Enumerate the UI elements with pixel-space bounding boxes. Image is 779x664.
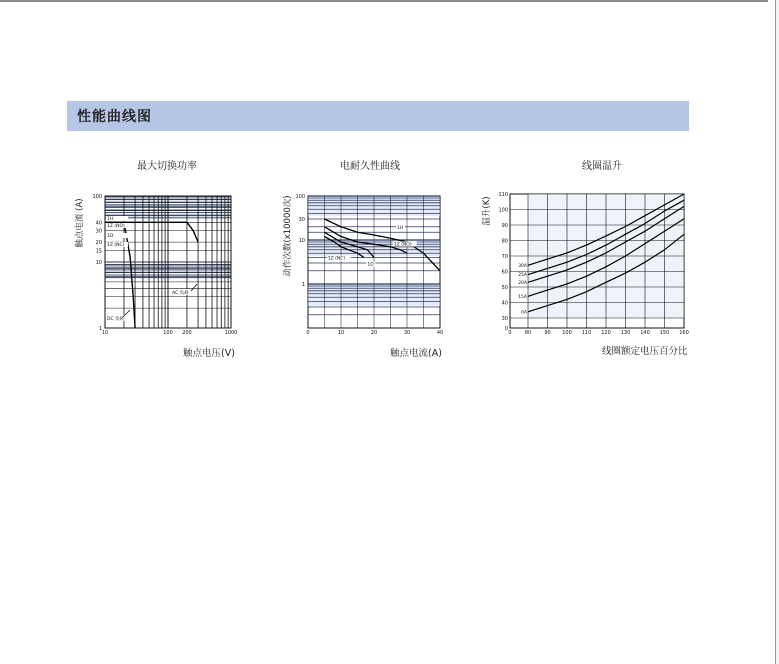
chart-3-y-tick: 0 [504, 326, 508, 332]
chart-1-series-label: 1Z (NC) [107, 243, 125, 248]
chart-2-y-tick: 1 [301, 282, 305, 288]
chart-1-x-tick: 1000 [224, 330, 238, 336]
page-right-edge [768, 0, 779, 664]
chart-3-x-tick: 80 [524, 330, 532, 336]
chart-1-annotation-ac: AC 负载 [172, 291, 189, 296]
chart-3-series-label: 30A [518, 263, 527, 269]
chart-2-ylabel: 动作次数(x10000次) [283, 195, 293, 277]
chart-3-x-tick: 120 [601, 330, 611, 336]
page-top-border [0, 0, 779, 2]
chart-1-y-tick: 40 [95, 220, 102, 227]
chart-1-annotation-dc: DC 负载 [107, 317, 125, 322]
chart-2-series-label: 1D [367, 262, 374, 268]
chart-3-y-tick: 110 [498, 192, 508, 198]
chart-3-coil-temperature [500, 188, 692, 338]
chart-2-x-tick: 20 [370, 330, 378, 336]
chart-1-series-label: 1H [107, 217, 114, 222]
chart-1-ylabel: 触点电流 (A) [75, 198, 85, 248]
chart-3-xlabel: 线圈额定电压百分比 [602, 346, 688, 357]
section-title: 性能曲线图 [77, 109, 152, 125]
chart-3-y-tick: 40 [501, 300, 508, 307]
chart-2-y-tick: 30 [298, 217, 305, 224]
chart-3-x-tick: 140 [640, 330, 650, 336]
chart-3-x-tick: 100 [562, 330, 572, 336]
chart-3-y-tick: 100 [498, 207, 508, 214]
chart-3-x-tick: 0 [508, 330, 512, 336]
chart-3-y-tick: 70 [501, 254, 508, 260]
chart-2-series-label: 1H [397, 225, 404, 231]
chart-1-y-tick: 10 [95, 260, 102, 266]
chart-2-y-tick: 100 [295, 194, 305, 200]
chart-1-xlabel: 触点电压(V) [183, 348, 235, 359]
chart-2-x-tick: 40 [436, 330, 444, 336]
section-header-bar [67, 101, 689, 131]
chart-3-y-tick: 90 [501, 223, 508, 229]
chart-1-x-tick: 100 [163, 330, 173, 336]
chart-3-x-tick: 160 [679, 330, 689, 336]
chart-1-y-tick: 15 [95, 248, 102, 255]
chart-1-y-tick: 20 [95, 240, 102, 247]
chart-2-xlabel: 触点电流(A) [390, 348, 442, 359]
chart-2-y-tick: 10 [298, 238, 305, 244]
chart-2-endurance [295, 190, 448, 340]
chart-2-series-label: 1Z (NO) [393, 242, 412, 248]
chart-3-series-label: 25A [518, 273, 527, 279]
chart-1-switching-power [90, 190, 240, 340]
chart-1-series-label: 1Z (NO) [107, 224, 125, 229]
chart-3-y-tick: 30 [501, 316, 508, 322]
chart-3-y-tick: 50 [501, 285, 508, 291]
chart-1-x-tick: 200 [182, 330, 192, 336]
chart-3-x-tick: 150 [659, 330, 670, 336]
chart-3-ylabel: 温升(K) [482, 196, 492, 226]
chart-2-x-tick: 30 [403, 330, 411, 336]
chart-1-title: 最大切换功率 [137, 161, 197, 172]
chart-2-x-tick: 0 [306, 330, 310, 336]
chart-1-x-tick: 10 [101, 330, 109, 336]
chart-3-x-tick: 90 [544, 330, 551, 336]
chart-3-series-label: 20A [518, 280, 527, 286]
chart-1-y-tick: 1 [98, 326, 102, 332]
chart-3-y-tick: 60 [501, 269, 508, 276]
chart-2-series-label: 1Z (NC) [327, 256, 346, 262]
chart-3-x-tick: 130 [620, 330, 631, 336]
chart-2-title: 电耐久性曲线 [340, 161, 400, 172]
chart-3-series-label: 15A [518, 294, 527, 300]
chart-3-x-tick: 110 [581, 330, 592, 336]
chart-1-y-tick: 30 [95, 228, 102, 235]
chart-3-series-label: 0A [521, 310, 527, 316]
chart-3-y-tick: 80 [501, 238, 508, 245]
chart-1-y-tick: 100 [92, 194, 102, 200]
chart-2-x-tick: 10 [337, 330, 345, 336]
chart-1-series-label: 1D [107, 234, 114, 239]
chart-3-title: 线圈温升 [582, 161, 622, 172]
